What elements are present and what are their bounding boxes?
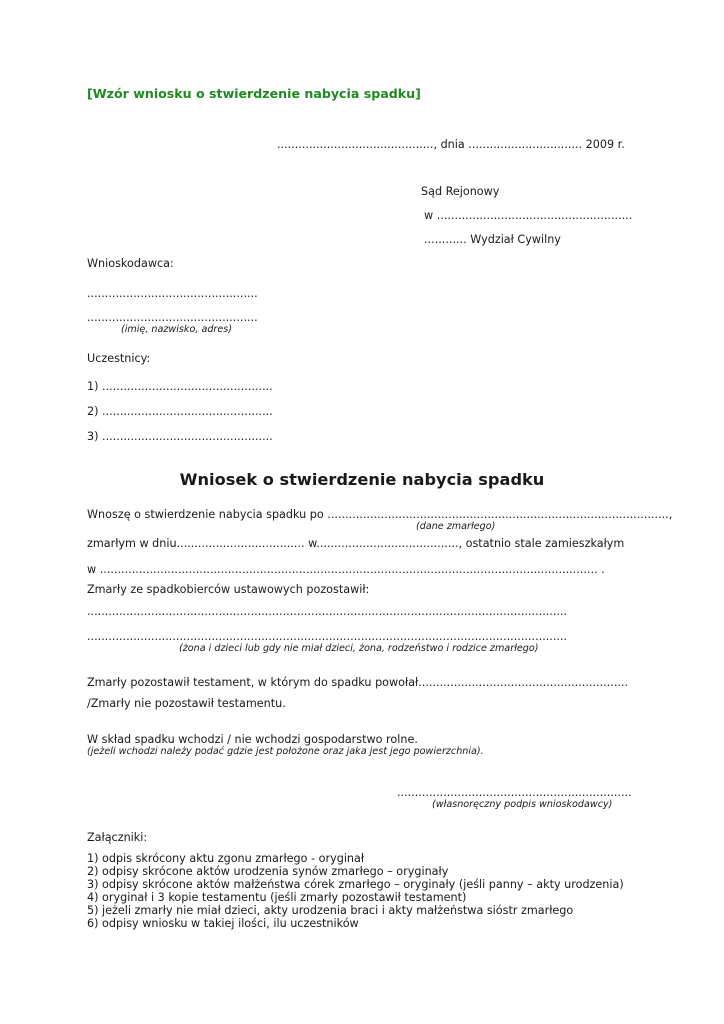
participant-line-3: 3) ................................................ xyxy=(87,430,273,443)
court-division-line: ............ Wydział Cywilny xyxy=(424,233,561,246)
attachment-item-3: 3) odpisy skrócone aktów małżeństwa córek zmarłego – oryginały (jeśli panny – akty urodzenia) xyxy=(87,878,624,891)
heirs-line-1: ....................................................................................................................................... xyxy=(87,605,568,618)
attachments-label: Załączniki: xyxy=(87,831,148,844)
farm-line: W skład spadku wchodzi / nie wchodzi gospodarstwo rolne. xyxy=(87,733,418,746)
testament-line: Zmarły pozostawił testament, w którym do spadku powołał........................................................... xyxy=(87,676,629,689)
applicant-line-2: ................................................ xyxy=(87,311,258,324)
participants-label: Uczestnicy: xyxy=(87,352,151,365)
motion-line-1: Wnoszę o stwierdzenie nabycia spadku po ................................................................................................, xyxy=(87,508,673,521)
heirs-caption: (żona i dzieci lub gdy nie miał dzieci, żona, rodzeństwo i rodzice zmarłego) xyxy=(179,643,539,654)
applicant-label: Wnioskodawca: xyxy=(87,257,174,270)
attachment-item-5: 5) jeżeli zmarły nie miał dzieci, akty urodzenia braci i akty małżeństwa sióstr zmarłego xyxy=(87,904,574,917)
motion-line-2: zmarłym w dniu.................................... w........................................, ostatnio stale zamieszkałym xyxy=(87,537,625,550)
attachment-item-6: 6) odpisy wniosku w takiej ilości, ilu uczestników xyxy=(87,917,359,930)
applicant-line-1: ................................................ xyxy=(87,287,258,300)
signature-line: .................................................................. xyxy=(397,786,632,799)
heirs-line-2: ....................................................................................................................................... xyxy=(87,630,568,643)
attachment-item-1: 1) odpis skrócony aktu zgonu zmarłego - oryginał xyxy=(87,852,365,865)
place-date-line: ............................................, dnia ................................ 2009 r. xyxy=(277,138,625,151)
signature-caption: (własnoręczny podpis wnioskodawcy) xyxy=(432,799,613,810)
heirs-label: Zmarły ze spadkobierców ustawowych pozostawił: xyxy=(87,583,370,596)
template-title: [Wzór wniosku o stwierdzenie nabycia spadku] xyxy=(87,86,421,101)
farm-caption: (jeżeli wchodzi należy podać gdzie jest położone oraz jaka jest jego powierzchnia). xyxy=(87,746,484,757)
court-place-line: w ....................................................... xyxy=(424,209,633,222)
motion-title: Wniosek o stwierdzenie nabycia spadku xyxy=(179,470,545,489)
court-name: Sąd Rejonowy xyxy=(421,185,500,198)
participant-line-2: 2) ................................................ xyxy=(87,405,273,418)
no-testament-line: /Zmarły nie pozostawił testamentu. xyxy=(87,697,286,710)
deceased-caption: (dane zmarłego) xyxy=(416,521,496,532)
participant-line-1: 1) ................................................ xyxy=(87,380,273,393)
applicant-caption: (imię, nazwisko, adres) xyxy=(121,324,233,335)
attachment-item-4: 4) oryginał i 3 kopie testamentu (jeśli zmarły pozostawił testament) xyxy=(87,891,467,904)
motion-line-3: w ............................................................................................................................................ . xyxy=(87,563,605,576)
attachment-item-2: 2) odpisy skrócone aktów urodzenia synów zmarłego – oryginały xyxy=(87,865,449,878)
